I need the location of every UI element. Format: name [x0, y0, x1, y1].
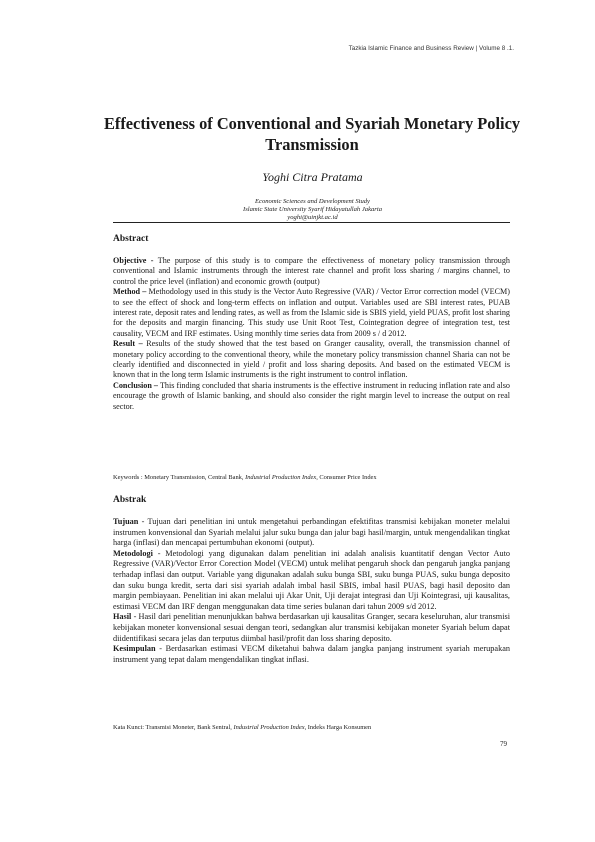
- conclusion-paragraph: [113, 381, 510, 412]
- result-paragraph: [113, 339, 510, 381]
- hasil-paragraph: [113, 612, 510, 644]
- method-text: Methodology used in this study is the Vector Auto Regressive (VAR) / Vector Error correction model (VECM) to see the effect of shock and long-term effects on inflation and output. Variables used are SBI interest rates, PUAB interest rate, deposit rates and lending rates, as well as from the Islamic side is SBIS yield, yield PUAS, profit lost sharing for the deposits and margin financing. This study use Unit Root Test, Cointegration degree of integration test, test causality, VECM and IRF estimates. Using monthly time series data from 2009 s / d 2012.: [113, 287, 510, 338]
- kata-kunci-italic: Industrial Production Index: [233, 724, 305, 731]
- kesimpulan-paragraph: [113, 644, 510, 665]
- abstract-indonesian: [113, 517, 510, 665]
- keywords-italic: Industrial Production Index: [245, 474, 317, 481]
- conclusion-text: This finding concluded that sharia instruments is the effective instrument in reducing inflation rate and also encourage the growth of Islamic banking, and should also consider the right margin level to increase the output on real sector.: [113, 380, 510, 411]
- abstract-heading: Abstract: [113, 234, 149, 244]
- header-divider: [113, 222, 510, 223]
- objective-label: Objective -: [113, 256, 154, 265]
- kata-kunci-label: Kata Kunci:: [113, 724, 146, 731]
- kesimpulan-label: Kesimpulan: [113, 644, 156, 654]
- tujuan-label: Tujuan: [113, 517, 139, 526]
- running-header: Tazkia Islamic Finance and Business Review | Volume 8 .1.: [348, 45, 514, 52]
- kesimpulan-text: - Berdasarkan estimasi VECM diketahui bahwa dalam jangka panjang instrument syariah merupakan instrument yang tepat dalam mengendalikan tingkat inflasi.: [113, 644, 510, 664]
- hasil-text: - Hasil dari penelitian menunjukkan bahwa berdasarkan uji kausalitas Granger, secara keseluruhan, alur transmisi kebijakan moneter konvensional sesuai dengan teori, sedangkan alur transmisi kebijakan moneter Syariah belum dapat diidentifikasi secara jelas dan terputus diimbal hasil/profit dan loss sharing deposito.: [113, 612, 510, 643]
- result-label: Result –: [113, 339, 143, 349]
- affiliation-department: Economic Sciences and Development Study: [255, 198, 370, 205]
- conclusion-label: Conclusion –: [113, 380, 158, 390]
- keywords-label: Keywords :: [113, 474, 145, 481]
- kata-kunci-text-2: , Indeks Harga Konsumen: [304, 724, 372, 731]
- result-text: Results of the study showed that the test based on Granger causality, overall, the transmission channel of monetary policy according to the conventional theory, while the monetary policy transmission channel Sharia can not be clearly identified and disconnected in yield / profit and loss sharing deposits. And based on the estimated VECM is known that in the long term Islamic instruments is the right instrument to control inflation.: [113, 339, 510, 380]
- metodologi-label: Metodologi: [113, 548, 153, 558]
- author-email[interactable]: yoghi@uinjkt.ac.id: [287, 214, 338, 221]
- hasil-label: Hasil: [113, 612, 132, 622]
- kata-kunci-text-1: Transmisi Moneter, Bank Sentral,: [145, 724, 234, 731]
- paper-title: Effectiveness of Conventional and Syariah Monetary Policy Transmission: [103, 114, 521, 154]
- abstrak-heading: Abstrak: [113, 495, 147, 505]
- keywords-indonesian: [113, 724, 510, 732]
- method-paragraph: [113, 287, 510, 339]
- abstract-english: [113, 256, 510, 412]
- page-number: 79: [500, 740, 507, 748]
- keywords-english: [113, 474, 510, 482]
- keywords-text-2: , Consumer Price Index: [316, 474, 377, 481]
- method-label: Method –: [113, 287, 147, 297]
- metodologi-text: - Metodologi yang digunakan dalam penelitian ini adalah analisis kuantitatif dengan Vector Auto Regressive (VAR)/Vector Error Corection Model (VECM) untuk melihat pengaruh shock dan pengaruh jangka panjang terhadap inflasi dan output. Variable yang digunakan adalah suku bunga SBI, suku bunga PUAS, suku bunga deposito dan suku bunga kredit, serta dari sisi syariah adalah imbal hasil SBIS, imbal hasil PUAS, bagi hasil deposito dan margin pembiayaan. Penelitian ini akan melalui uji Akar Unit, Uji derajat integrasi dan Uji Kointegrasi, uji kausalitas, estimasi VECM dan IRF dengan menggunakan data time series bulanan dari tahun 2009 s/d 2012.: [113, 548, 510, 611]
- tujuan-text: - Tujuan dari penelitian ini untuk mengetahui perbandingan efektifitas transmisi kebijakan moneter melalui instrumen konvensional dan Syariah melalui jalur suku bunga dan jalur bagi hasil/margin, untuk mengendalikan tingkat harga (inflasi) dan mencapai pertumbuhan ekonomi (output).: [113, 517, 510, 548]
- affiliation-university: Islamic State University Syarif Hidayatullah Jakarta: [243, 206, 382, 213]
- keywords-text-1: Monetary Transmission, Central Bank,: [144, 474, 246, 481]
- tujuan-paragraph: [113, 517, 510, 549]
- metodologi-paragraph: [113, 549, 510, 613]
- author-name: Yoghi Citra Pratama: [262, 170, 363, 184]
- objective-text: The purpose of this study is to compare the effectiveness of monetary policy transmission through conventional and Islamic instruments through the interest rate channel and profit loss sharing / margins channel, to control the price level (inflation) and economic growth (output): [113, 256, 510, 286]
- objective-paragraph: [113, 256, 510, 287]
